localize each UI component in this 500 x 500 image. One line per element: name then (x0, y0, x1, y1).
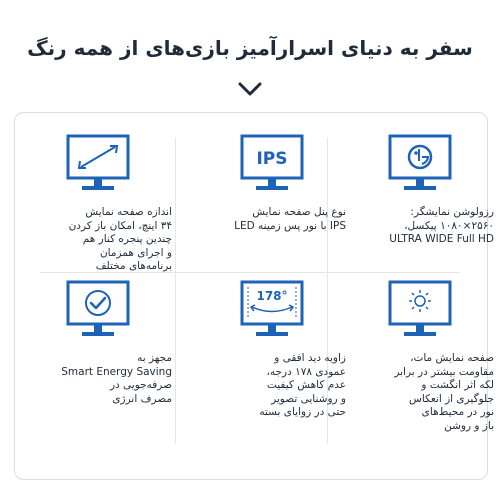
feature-resolution (348, 134, 498, 294)
feature-caption: زاویه دید افقی و عمودی ۱۷۸ درجه، عدم کاهش کیفیت و روشنایی تصویر حتی در زوایای بسته (259, 352, 346, 418)
feature-screen-size (26, 134, 176, 294)
feature-caption: نوع پنل صفحه نمایش IPS با نور پس زمینه LED (234, 206, 346, 232)
sun-matte-monitor-icon (388, 280, 452, 340)
diagonal-size-monitor-icon (66, 134, 130, 194)
feature-energy-saving (26, 280, 176, 440)
chevron-down-icon (236, 80, 264, 100)
page-title: سفر به دنیای اسرارآمیز بازی‌های از همه رنگ (27, 36, 473, 60)
lg-logo-monitor-icon (388, 134, 452, 194)
ips-label: IPS (256, 149, 288, 169)
feature-caption: صفحه نمایش مات، مقاومت بیشتر در برابر لکه اثر انگشت و جلوگیری از انعکاس نور در محیط‌های باز و روشن (394, 352, 494, 432)
check-energy-monitor-icon (66, 280, 130, 340)
viewing-angle-monitor-icon (240, 280, 304, 340)
feature-matte-screen (348, 280, 498, 440)
feature-viewing-angle (200, 280, 350, 440)
ips-monitor-icon (240, 134, 304, 194)
feature-caption: رزولوشن نمایشگر: ۲۵۶۰×۱۰۸۰ پیکسل، ULTRA WIDE Full HD (389, 206, 494, 245)
feature-caption: اندازه صفحه نمایش ۳۴ اینچ، امکان باز کردن چندین پنجره کنار هم و اجرای همزمان برنامه‌های مختلف (68, 206, 172, 272)
feature-panel-type (200, 134, 350, 294)
angle-label: 178° (256, 289, 288, 303)
feature-caption: مجهز به Smart Energy Saving صرفه‌جویی در مصرف انرژی (61, 352, 172, 405)
